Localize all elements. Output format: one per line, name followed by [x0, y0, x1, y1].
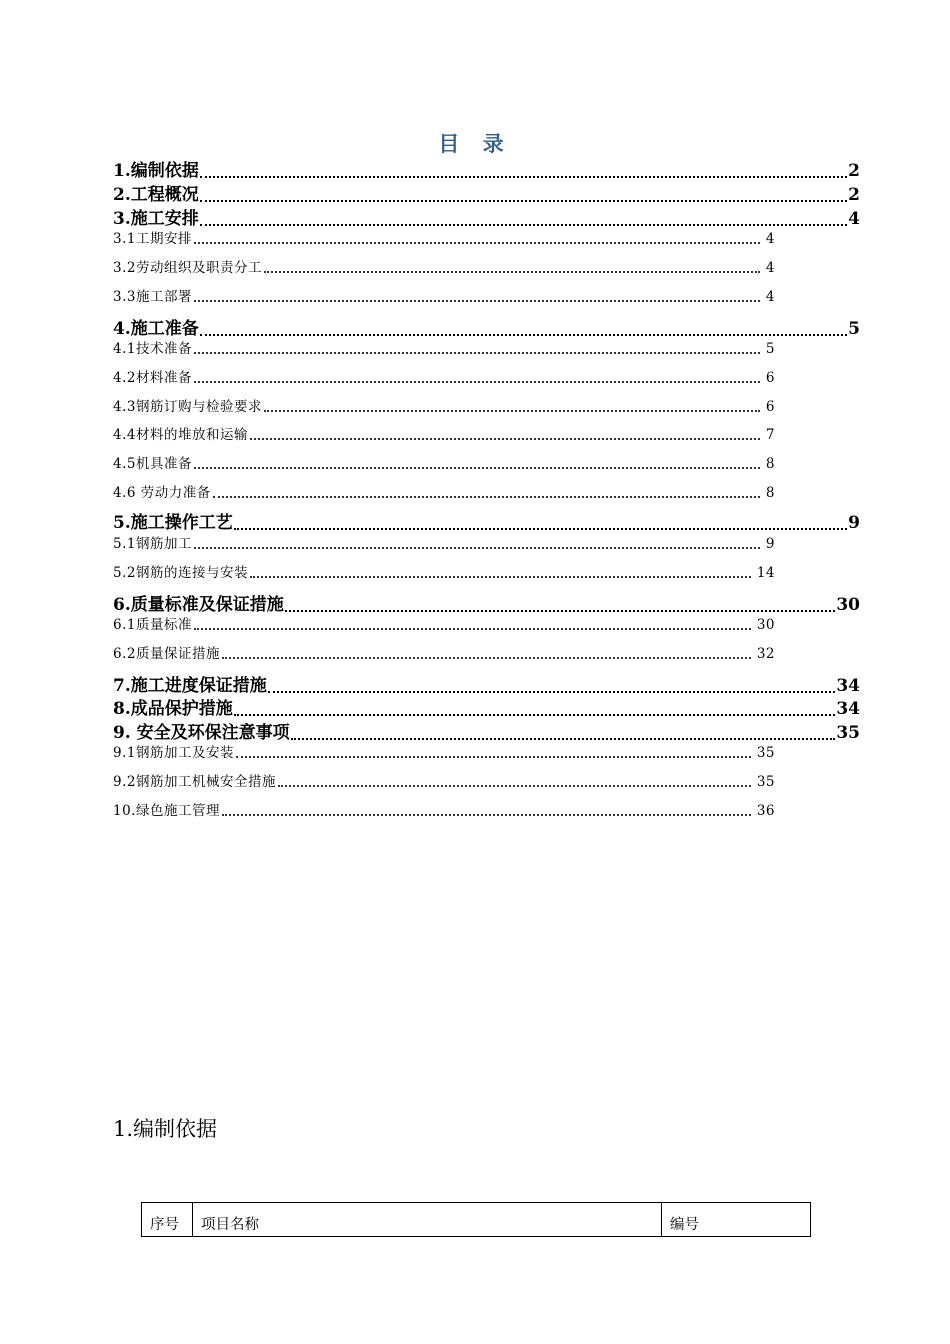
header-item-name: 项目名称 — [193, 1203, 662, 1237]
toc-entry-label: 6.1质量标准 — [113, 617, 192, 633]
toc-dot-leader — [194, 381, 760, 383]
toc-entry-page: 36 — [756, 803, 775, 819]
toc-entry-label: 10.绿色施工管理 — [113, 803, 220, 819]
toc-entry[interactable] — [113, 368, 775, 388]
toc-entry[interactable] — [113, 772, 775, 792]
toc-entry-page: 14 — [756, 565, 775, 581]
toc-entry[interactable] — [113, 483, 775, 503]
toc-dot-leader — [222, 657, 751, 659]
toc-entry[interactable] — [113, 258, 775, 278]
toc-dot-leader — [194, 467, 760, 469]
toc-entry-label: 4.3钢筋订购与检验要求 — [113, 399, 262, 415]
toc-entry-label: 1.编制依据 — [113, 161, 199, 181]
toc-entry-page: 8 — [765, 485, 775, 501]
toc-entry[interactable] — [113, 159, 860, 183]
toc-dot-leader — [194, 547, 760, 549]
toc-entry-page: 2 — [848, 161, 860, 181]
toc-entry-label: 9. 安全及环保注意事项 — [113, 723, 290, 743]
toc-dot-leader — [250, 438, 760, 440]
toc-entry[interactable] — [113, 454, 775, 474]
toc-entry-label: 7.施工进度保证措施 — [113, 676, 267, 696]
toc-entry[interactable] — [113, 207, 860, 231]
toc-entry[interactable] — [113, 425, 775, 445]
toc-entry-label: 4.6 劳动力准备 — [113, 485, 211, 501]
toc-dot-leader — [234, 714, 836, 716]
toc-entry[interactable] — [113, 674, 860, 698]
toc-entry-label: 4.施工准备 — [113, 319, 199, 339]
toc-entry-label: 2.工程概况 — [113, 185, 199, 205]
toc-dot-leader — [264, 271, 760, 273]
toc-dot-leader — [194, 242, 760, 244]
toc-dot-leader — [194, 352, 760, 354]
toc-dot-leader — [264, 410, 760, 412]
toc-entry[interactable] — [113, 615, 775, 635]
toc-dot-leader — [200, 176, 847, 178]
toc-entry[interactable] — [113, 697, 860, 721]
toc-entry[interactable] — [113, 593, 860, 617]
toc-entry-page: 30 — [836, 595, 860, 615]
toc-dot-leader — [250, 576, 751, 578]
toc-entry-label: 4.5机具准备 — [113, 456, 192, 472]
toc-entry-page: 5 — [765, 341, 775, 357]
toc-entry-label: 4.2材料准备 — [113, 370, 192, 386]
toc-entry-page: 5 — [848, 319, 860, 339]
header-code: 编号 — [662, 1203, 811, 1237]
toc-entry-label: 9.2钢筋加工机械安全措施 — [113, 774, 276, 790]
toc-entry-label: 5.施工操作工艺 — [113, 513, 233, 533]
toc-entry-page: 30 — [756, 617, 775, 633]
toc-entry-label: 4.1技术准备 — [113, 341, 192, 357]
toc-entry-page: 34 — [836, 699, 860, 719]
toc-dot-leader — [222, 814, 751, 816]
section-heading: 1.编制依据 — [113, 1117, 218, 1141]
toc-entry-page: 9 — [848, 513, 860, 533]
toc-dot-leader — [236, 756, 751, 758]
toc-entry-label: 9.1钢筋加工及安装 — [113, 745, 234, 761]
toc-entry[interactable] — [113, 644, 775, 664]
toc-entry-page: 9 — [765, 536, 775, 552]
toc-dot-leader — [200, 334, 847, 336]
toc-entry-label: 3.1工期安排 — [113, 231, 192, 247]
toc-dot-leader — [234, 528, 847, 530]
toc-entry[interactable] — [113, 287, 775, 307]
toc-entry-page: 4 — [765, 231, 775, 247]
toc-entry-page: 34 — [836, 676, 860, 696]
toc-entry[interactable] — [113, 397, 775, 417]
toc-entry[interactable] — [113, 721, 860, 745]
toc-entry-page: 35 — [756, 774, 775, 790]
toc-dot-leader — [213, 496, 760, 498]
toc-entry-label: 5.2钢筋的连接与安装 — [113, 565, 248, 581]
toc-title: 目 录 — [438, 131, 512, 156]
toc-entry-label: 3.3施工部署 — [113, 289, 192, 305]
toc-entry[interactable] — [113, 563, 775, 583]
toc-entry-label: 8.成品保护措施 — [113, 699, 233, 719]
toc-entry-page: 6 — [765, 370, 775, 386]
toc-entry[interactable] — [113, 511, 860, 535]
toc-entry[interactable] — [113, 183, 860, 207]
toc-entry-page: 4 — [848, 209, 860, 229]
toc-entry[interactable] — [113, 534, 775, 554]
toc-entry-page: 35 — [756, 745, 775, 761]
header-index: 序号 — [142, 1203, 193, 1237]
toc-entry[interactable] — [113, 743, 775, 763]
toc-entry-page: 6 — [765, 399, 775, 415]
toc-dot-leader — [268, 691, 836, 693]
toc-dot-leader — [194, 628, 751, 630]
toc-dot-leader — [200, 200, 847, 202]
toc-entry[interactable] — [113, 339, 775, 359]
toc-dot-leader — [291, 738, 836, 740]
toc-entry-label: 4.4材料的堆放和运输 — [113, 427, 248, 443]
toc-entry[interactable] — [113, 801, 775, 821]
toc-dot-leader — [200, 224, 847, 226]
table-header-row — [142, 1203, 811, 1237]
toc-entry-label: 6.2质量保证措施 — [113, 646, 220, 662]
toc-dot-leader — [278, 785, 751, 787]
toc-entry-page: 2 — [848, 185, 860, 205]
toc-dot-leader — [285, 610, 836, 612]
basis-table — [141, 1202, 811, 1237]
toc-entry-label: 3.2劳动组织及职责分工 — [113, 260, 262, 276]
toc-entry-page: 4 — [765, 260, 775, 276]
toc-entry-page: 32 — [756, 646, 775, 662]
toc-entry-page: 4 — [765, 289, 775, 305]
toc-dot-leader — [194, 300, 760, 302]
toc-entry-label: 6.质量标准及保证措施 — [113, 595, 284, 615]
toc-entry-page: 8 — [765, 456, 775, 472]
toc-entry-page: 7 — [765, 427, 775, 443]
toc-entry-label: 3.施工安排 — [113, 209, 199, 229]
toc-entry[interactable] — [113, 229, 775, 249]
toc-entry-page: 35 — [836, 723, 860, 743]
toc-entry[interactable] — [113, 317, 860, 341]
toc-entry-label: 5.1钢筋加工 — [113, 536, 192, 552]
